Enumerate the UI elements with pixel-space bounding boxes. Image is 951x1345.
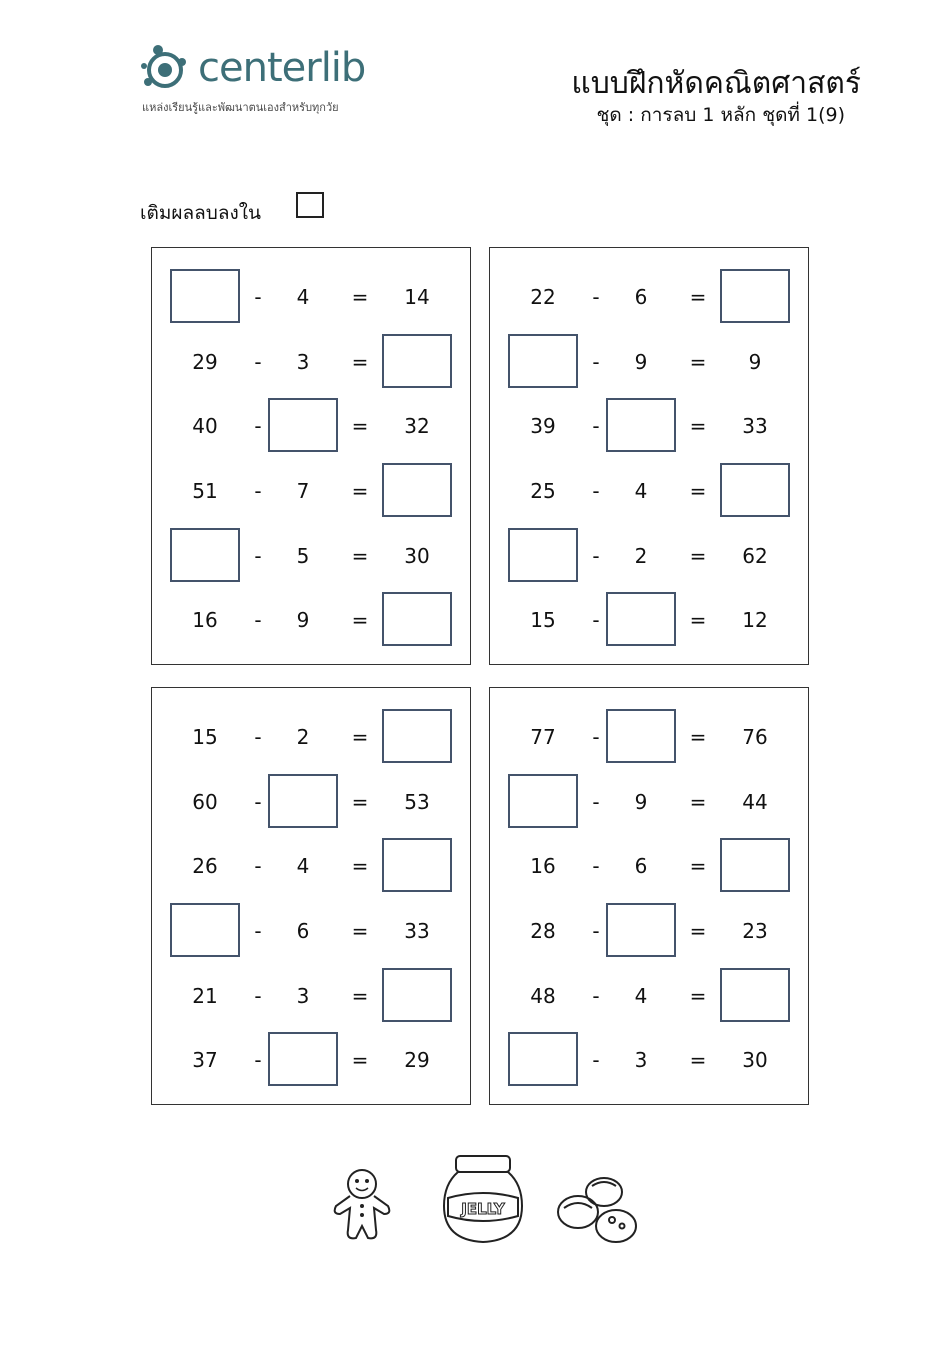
equals-sign: = bbox=[351, 544, 369, 568]
number-text: 29 bbox=[192, 350, 218, 374]
minus-sign: - bbox=[592, 608, 600, 632]
number-text: 12 bbox=[742, 608, 768, 632]
equals-sign: = bbox=[351, 790, 369, 814]
answer-box[interactable] bbox=[382, 592, 452, 646]
number-text: 37 bbox=[192, 1048, 218, 1072]
number-text: 39 bbox=[530, 414, 556, 438]
number-text: 14 bbox=[404, 285, 430, 309]
equation-row bbox=[490, 463, 808, 519]
equation-row bbox=[490, 774, 808, 830]
answer-box[interactable] bbox=[720, 838, 790, 892]
number-text: 26 bbox=[192, 854, 218, 878]
minus-sign: - bbox=[254, 479, 262, 503]
exercise-panel bbox=[489, 247, 809, 665]
number-text: 16 bbox=[192, 608, 218, 632]
equals-sign: = bbox=[689, 919, 707, 943]
minus-sign: - bbox=[254, 919, 262, 943]
equals-sign: = bbox=[689, 854, 707, 878]
logo-text: centerlib bbox=[198, 45, 366, 91]
number-text: 62 bbox=[742, 544, 768, 568]
answer-box[interactable] bbox=[508, 528, 578, 582]
equals-sign: = bbox=[351, 725, 369, 749]
number-text: 6 bbox=[634, 285, 648, 309]
minus-sign: - bbox=[592, 854, 600, 878]
number-text: 60 bbox=[192, 790, 218, 814]
equation-row bbox=[490, 528, 808, 584]
equals-sign: = bbox=[351, 919, 369, 943]
answer-box[interactable] bbox=[382, 838, 452, 892]
number-text: 22 bbox=[530, 285, 556, 309]
equation-row bbox=[152, 968, 470, 1024]
equation-row bbox=[490, 1032, 808, 1088]
answer-box[interactable] bbox=[382, 709, 452, 763]
number-text: 30 bbox=[742, 1048, 768, 1072]
equals-sign: = bbox=[689, 725, 707, 749]
equals-sign: = bbox=[351, 984, 369, 1008]
answer-box[interactable] bbox=[170, 528, 240, 582]
molecule-logo-icon bbox=[138, 42, 192, 96]
number-text: 33 bbox=[404, 919, 430, 943]
answer-box[interactable] bbox=[508, 1032, 578, 1086]
equation-row bbox=[490, 838, 808, 894]
number-text: 25 bbox=[530, 479, 556, 503]
equals-sign: = bbox=[689, 479, 707, 503]
page-title: แบบฝึกหัดคณิตศาสตร์ bbox=[571, 66, 861, 101]
number-text: 33 bbox=[742, 414, 768, 438]
jar-label: JELLY bbox=[461, 1200, 505, 1218]
answer-box[interactable] bbox=[382, 334, 452, 388]
number-text: 4 bbox=[296, 285, 310, 309]
equals-sign: = bbox=[351, 608, 369, 632]
equation-row bbox=[490, 398, 808, 454]
equation-row bbox=[152, 463, 470, 519]
minus-sign: - bbox=[592, 1048, 600, 1072]
equation-row bbox=[490, 709, 808, 765]
number-text: 4 bbox=[634, 984, 648, 1008]
equation-row bbox=[152, 269, 470, 325]
equals-sign: = bbox=[351, 479, 369, 503]
number-text: 23 bbox=[742, 919, 768, 943]
number-text: 3 bbox=[296, 350, 310, 374]
number-text: 6 bbox=[296, 919, 310, 943]
equals-sign: = bbox=[689, 790, 707, 814]
jelly-jar-icon bbox=[440, 1152, 526, 1248]
minus-sign: - bbox=[592, 350, 600, 374]
number-text: 9 bbox=[296, 608, 310, 632]
number-text: 53 bbox=[404, 790, 430, 814]
equals-sign: = bbox=[351, 414, 369, 438]
number-text: 48 bbox=[530, 984, 556, 1008]
minus-sign: - bbox=[254, 544, 262, 568]
answer-box[interactable] bbox=[606, 592, 676, 646]
answer-box[interactable] bbox=[606, 398, 676, 452]
minus-sign: - bbox=[254, 608, 262, 632]
answer-box[interactable] bbox=[606, 903, 676, 957]
equation-row bbox=[490, 968, 808, 1024]
equals-sign: = bbox=[351, 350, 369, 374]
number-text: 28 bbox=[530, 919, 556, 943]
number-text: 16 bbox=[530, 854, 556, 878]
equation-row bbox=[152, 709, 470, 765]
minus-sign: - bbox=[592, 544, 600, 568]
number-text: 3 bbox=[296, 984, 310, 1008]
equals-sign: = bbox=[689, 285, 707, 309]
minus-sign: - bbox=[254, 285, 262, 309]
equation-row bbox=[152, 398, 470, 454]
answer-box[interactable] bbox=[508, 334, 578, 388]
minus-sign: - bbox=[592, 285, 600, 309]
minus-sign: - bbox=[592, 984, 600, 1008]
number-text: 32 bbox=[404, 414, 430, 438]
number-text: 40 bbox=[192, 414, 218, 438]
centerlib-logo bbox=[138, 40, 398, 120]
number-text: 15 bbox=[192, 725, 218, 749]
equals-sign: = bbox=[689, 350, 707, 374]
instruction-sample-box bbox=[296, 192, 324, 218]
number-text: 2 bbox=[296, 725, 310, 749]
number-text: 15 bbox=[530, 608, 556, 632]
minus-sign: - bbox=[254, 414, 262, 438]
equals-sign: = bbox=[351, 285, 369, 309]
equation-row bbox=[152, 774, 470, 830]
answer-box[interactable] bbox=[720, 269, 790, 323]
logo-tagline: แหล่งเรียนรู้และพัฒนาตนเองสำหรับทุกวัย bbox=[142, 101, 339, 114]
minus-sign: - bbox=[592, 414, 600, 438]
equation-row bbox=[490, 269, 808, 325]
number-text: 7 bbox=[296, 479, 310, 503]
number-text: 4 bbox=[634, 479, 648, 503]
equals-sign: = bbox=[351, 1048, 369, 1072]
equation-row bbox=[152, 838, 470, 894]
equals-sign: = bbox=[689, 984, 707, 1008]
minus-sign: - bbox=[254, 790, 262, 814]
equals-sign: = bbox=[689, 414, 707, 438]
equation-row bbox=[490, 592, 808, 648]
answer-box[interactable] bbox=[720, 968, 790, 1022]
equals-sign: = bbox=[689, 1048, 707, 1072]
number-text: 9 bbox=[748, 350, 762, 374]
number-text: 5 bbox=[296, 544, 310, 568]
number-text: 9 bbox=[634, 350, 648, 374]
equation-row bbox=[152, 903, 470, 959]
answer-box[interactable] bbox=[382, 968, 452, 1022]
number-text: 51 bbox=[192, 479, 218, 503]
answer-box[interactable] bbox=[382, 463, 452, 517]
answer-box[interactable] bbox=[606, 709, 676, 763]
answer-box[interactable] bbox=[170, 903, 240, 957]
answer-box[interactable] bbox=[268, 398, 338, 452]
equation-row bbox=[152, 1032, 470, 1088]
answer-box[interactable] bbox=[268, 774, 338, 828]
minus-sign: - bbox=[254, 854, 262, 878]
page-subtitle: ชุด : การลบ 1 หลัก ชุดที่ 1(9) bbox=[596, 104, 845, 126]
equation-row bbox=[490, 903, 808, 959]
minus-sign: - bbox=[592, 790, 600, 814]
minus-sign: - bbox=[254, 725, 262, 749]
equals-sign: = bbox=[351, 854, 369, 878]
number-text: 77 bbox=[530, 725, 556, 749]
equals-sign: = bbox=[689, 544, 707, 568]
minus-sign: - bbox=[254, 984, 262, 1008]
equation-row bbox=[152, 528, 470, 584]
minus-sign: - bbox=[592, 479, 600, 503]
minus-sign: - bbox=[254, 350, 262, 374]
instruction-text: เติมผลลบลงใน bbox=[140, 202, 262, 224]
answer-box[interactable] bbox=[268, 1032, 338, 1086]
minus-sign: - bbox=[254, 1048, 262, 1072]
number-text: 9 bbox=[634, 790, 648, 814]
number-text: 30 bbox=[404, 544, 430, 568]
number-text: 3 bbox=[634, 1048, 648, 1072]
answer-box[interactable] bbox=[170, 269, 240, 323]
number-text: 29 bbox=[404, 1048, 430, 1072]
number-text: 44 bbox=[742, 790, 768, 814]
chocolates-icon bbox=[552, 1170, 642, 1250]
equals-sign: = bbox=[689, 608, 707, 632]
number-text: 6 bbox=[634, 854, 648, 878]
number-text: 4 bbox=[296, 854, 310, 878]
answer-box[interactable] bbox=[720, 463, 790, 517]
number-text: 2 bbox=[634, 544, 648, 568]
exercise-panel bbox=[151, 247, 471, 665]
exercise-panel bbox=[151, 687, 471, 1105]
number-text: 21 bbox=[192, 984, 218, 1008]
exercise-panel bbox=[489, 687, 809, 1105]
equation-row bbox=[490, 334, 808, 390]
equation-row bbox=[152, 592, 470, 648]
equation-row bbox=[152, 334, 470, 390]
number-text: 76 bbox=[742, 725, 768, 749]
minus-sign: - bbox=[592, 725, 600, 749]
answer-box[interactable] bbox=[508, 774, 578, 828]
gingerbread-man-icon bbox=[326, 1148, 396, 1248]
minus-sign: - bbox=[592, 919, 600, 943]
